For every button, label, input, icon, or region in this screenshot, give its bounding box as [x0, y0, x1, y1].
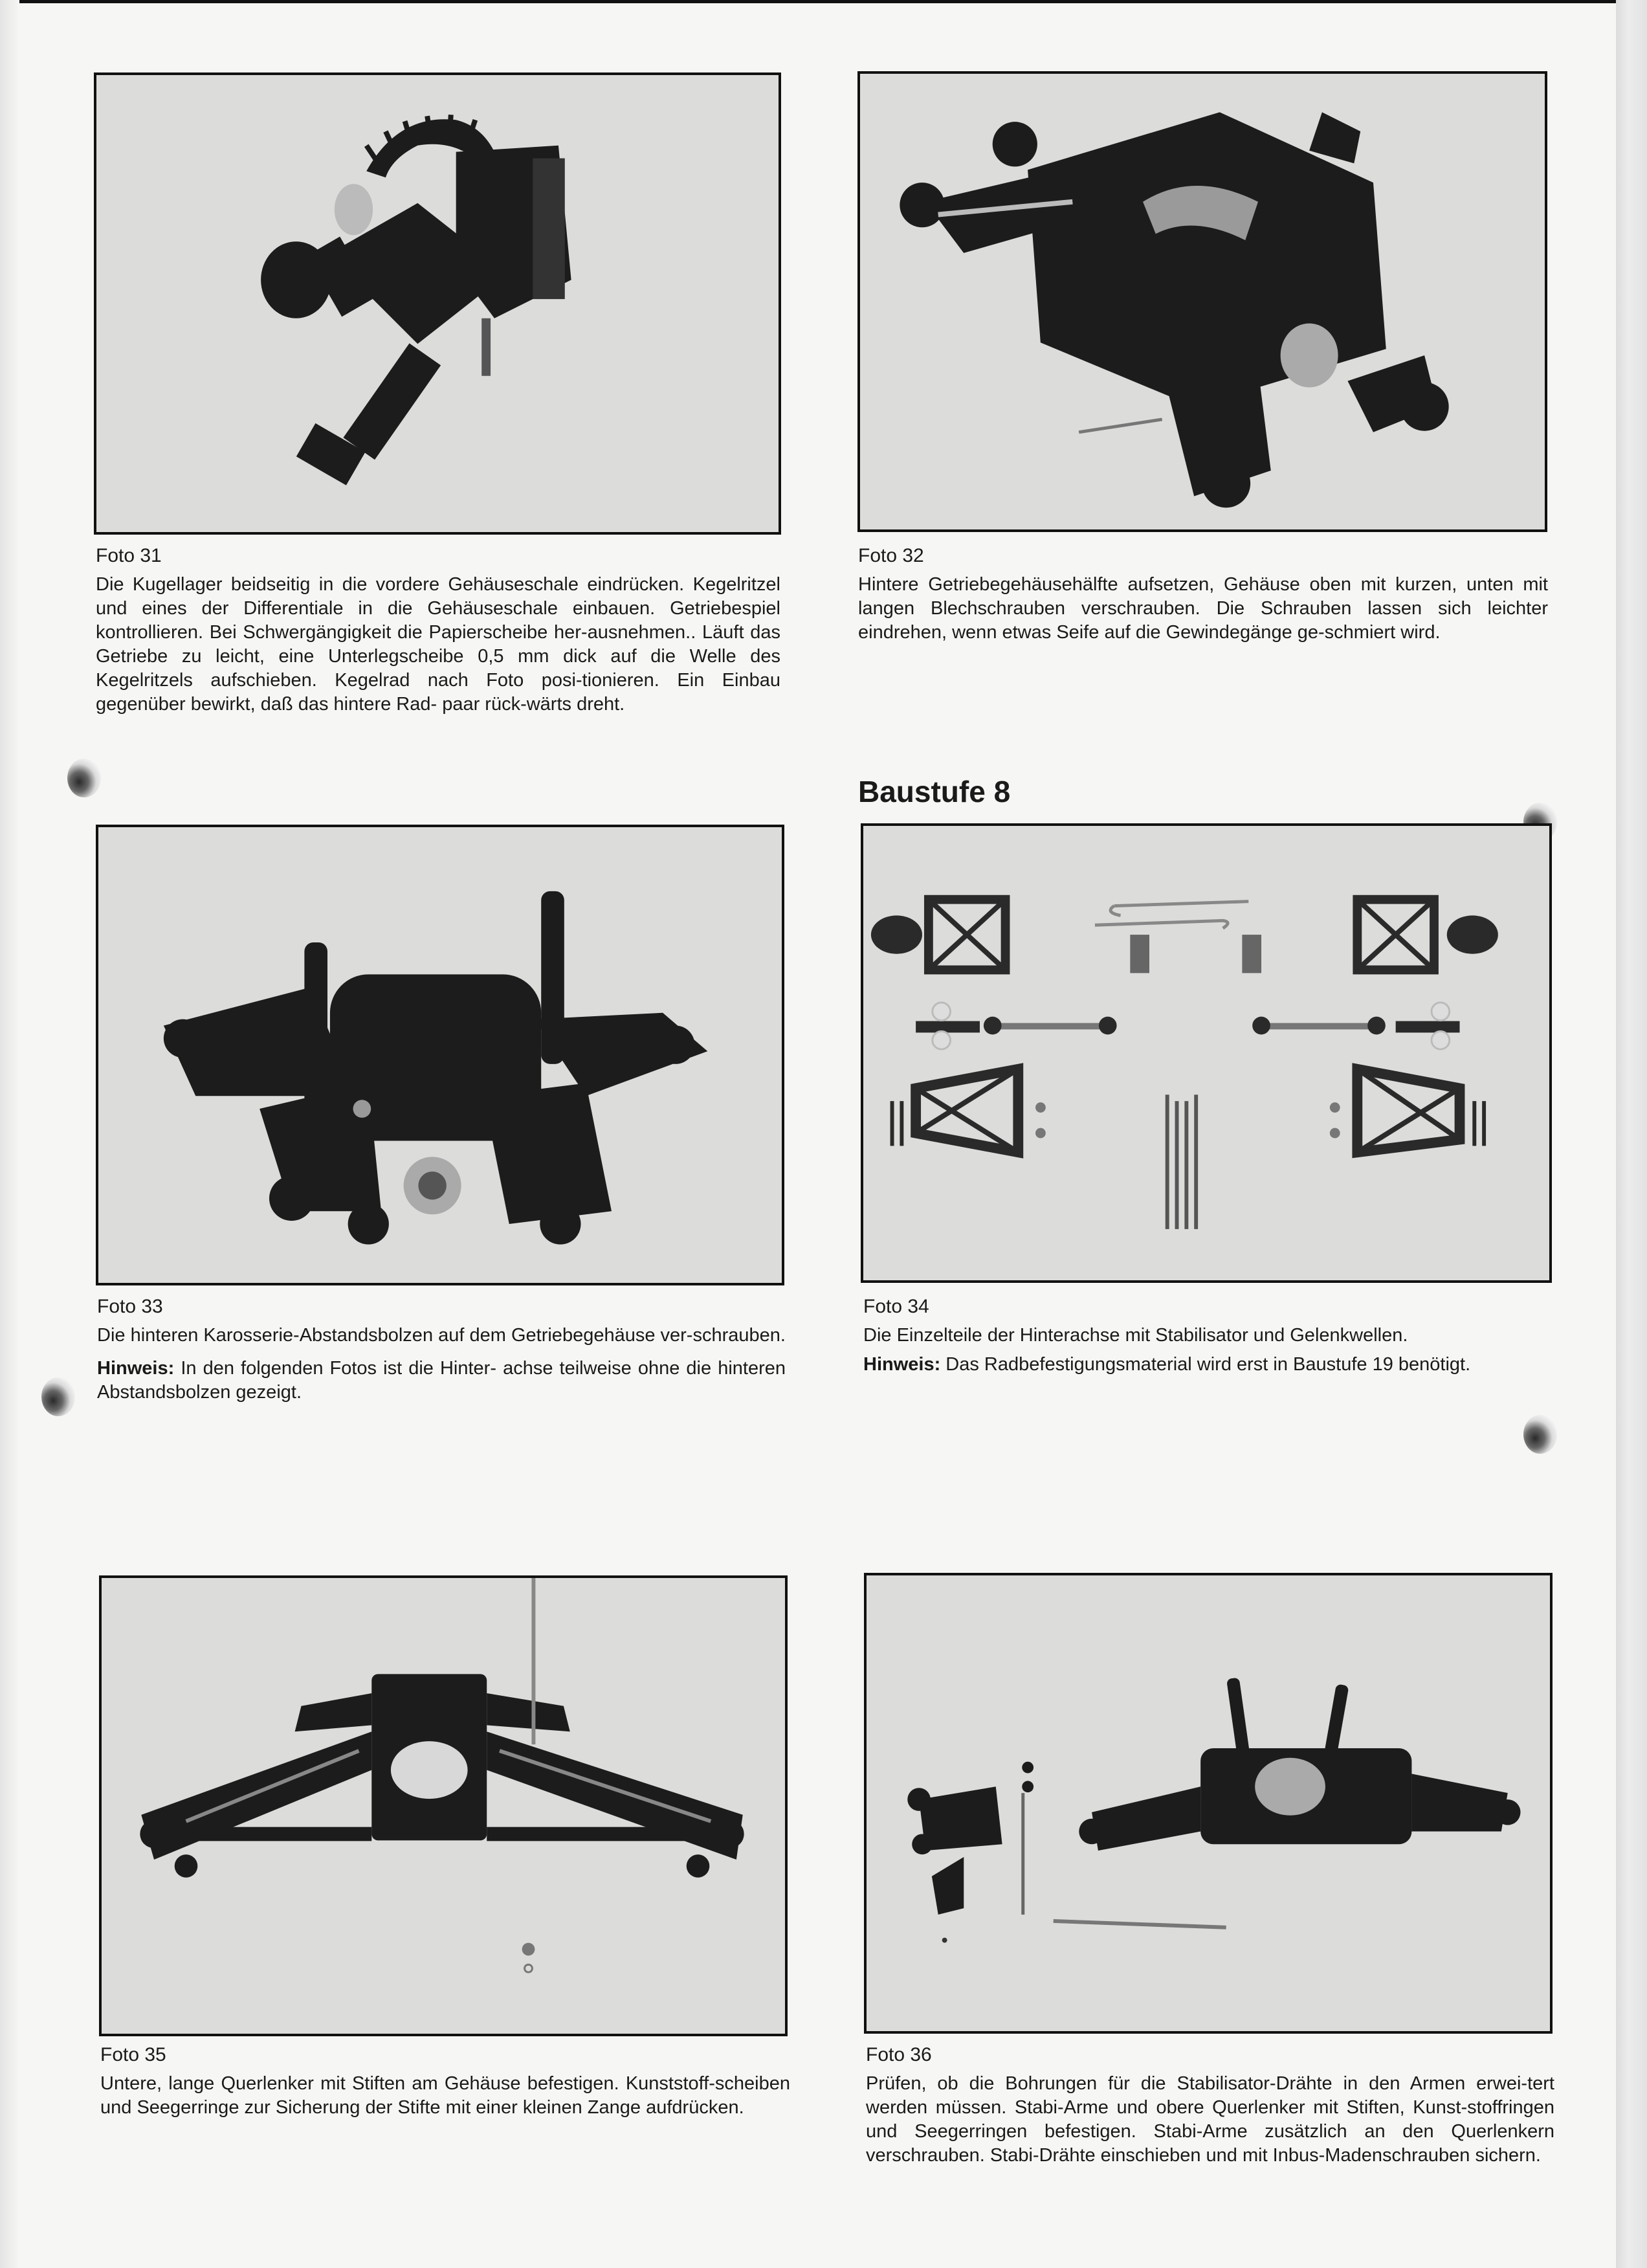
rear-axle-parts-layout-illustration: [863, 826, 1549, 1280]
photo-32: [857, 71, 1547, 532]
photo-33: [96, 825, 784, 1285]
photo-35: [99, 1575, 788, 2036]
scan-right-edge: [1616, 0, 1647, 2268]
lower-arms-attached-illustration: [102, 1578, 785, 2034]
caption-text: Hintere Getriebegehäusehälfte aufsetzen, Gehäuse oben mit kurzen, unten mit langen Blechschrauben verschrauben. Die Schrauben lassen sich leichter eindrehen, wenn etwas Seife auf die Gewindegänge ge-schmiert wird.: [858, 574, 1548, 643]
punch-hole: [1523, 1415, 1557, 1454]
photo-36: [864, 1573, 1553, 2034]
caption-text: Die hinteren Karosserie-Abstandsbolzen auf dem Getriebegehäuse ver-schrauben.: [97, 1325, 786, 1346]
note: [863, 1353, 1556, 1377]
hub-right: [1447, 915, 1498, 953]
hub-left: [871, 915, 922, 953]
note: [97, 1357, 786, 1405]
caption-text: Die Kugellager beidseitig in die vordere Gehäuseschale eindrücken. Kegelritzel und eines der Differentiale in die Gehäuseschale einbauen. Getriebespiel kontrollieren. Bei Schwergängigkeit die Papierscheibe her-ausnehmen.. Läuft das Getriebe zu leicht, eine Unterlegscheibe 0,5 mm dick auf die Welle des Kegelritzels aufschieben. Kegelrad nach Foto posi-tionieren. Ein Einbau gegenüber bewirkt, daß das hintere Rad- paar rück-wärts dreht.: [96, 574, 780, 715]
punch-hole: [67, 759, 101, 797]
section-heading: Baustufe 8: [858, 775, 1011, 808]
photo-label: Foto 31: [96, 545, 162, 566]
caption-foto-34: [863, 1295, 1556, 1377]
gearbox-with-pinion-illustration: [96, 75, 779, 532]
photo-label: Foto 33: [97, 1296, 163, 1317]
photo-label: Foto 35: [100, 2044, 166, 2065]
note-label: Hinweis:: [97, 1358, 175, 1379]
caption-foto-32: [858, 544, 1548, 645]
scan-left-edge: [0, 0, 19, 2268]
caption-foto-31: [96, 544, 780, 717]
photo-34: [861, 823, 1552, 1283]
note-text: Das Radbefestigungsmaterial wird erst in Baustufe 19 benötigt.: [940, 1354, 1471, 1375]
photo-31: [94, 72, 781, 535]
photo-label: Foto 36: [866, 2044, 932, 2065]
caption-text: Untere, lange Querlenker mit Stiften am Gehäuse befestigen. Kunststoff-scheiben und Seegerringe zur Sicherung der Stifte mit einer kleinen Zange aufdrücken.: [100, 2073, 790, 2118]
housing-with-body-posts-illustration: [98, 827, 782, 1283]
note-label: Hinweis:: [863, 1354, 941, 1375]
note-text: In den folgenden Fotos ist die Hinter- achse teilweise ohne die hinteren Abstandsbolzen gezeigt.: [97, 1358, 786, 1403]
caption-foto-33: [97, 1295, 786, 1405]
caption-text: Die Einzelteile der Hinterachse mit Stabilisator und Gelenkwellen.: [863, 1325, 1408, 1346]
caption-foto-36: [866, 2043, 1554, 2168]
caption-foto-35: [100, 2043, 790, 2120]
gearbox-housing-assembled-illustration: [860, 74, 1545, 529]
scan-top-edge: [0, 0, 1647, 3]
photo-label: Foto 34: [863, 1296, 929, 1317]
stabilizer-arms-assembly-illustration: [867, 1575, 1550, 2031]
caption-text: Prüfen, ob die Bohrungen für die Stabilisator-Drähte in den Armen erwei-tert werden müssen. Stabi-Arme und obere Querlenker mit Stiften, Kunst-stoffringen und Seegerringen befestigen. Stabi-Arme zusätzlich an den Querlenkern verschrauben. Stabi-Drähte einschieben und mit Inbus-Madenschrauben sichern.: [866, 2073, 1554, 2166]
photo-label: Foto 32: [858, 545, 924, 566]
punch-hole: [41, 1377, 75, 1416]
